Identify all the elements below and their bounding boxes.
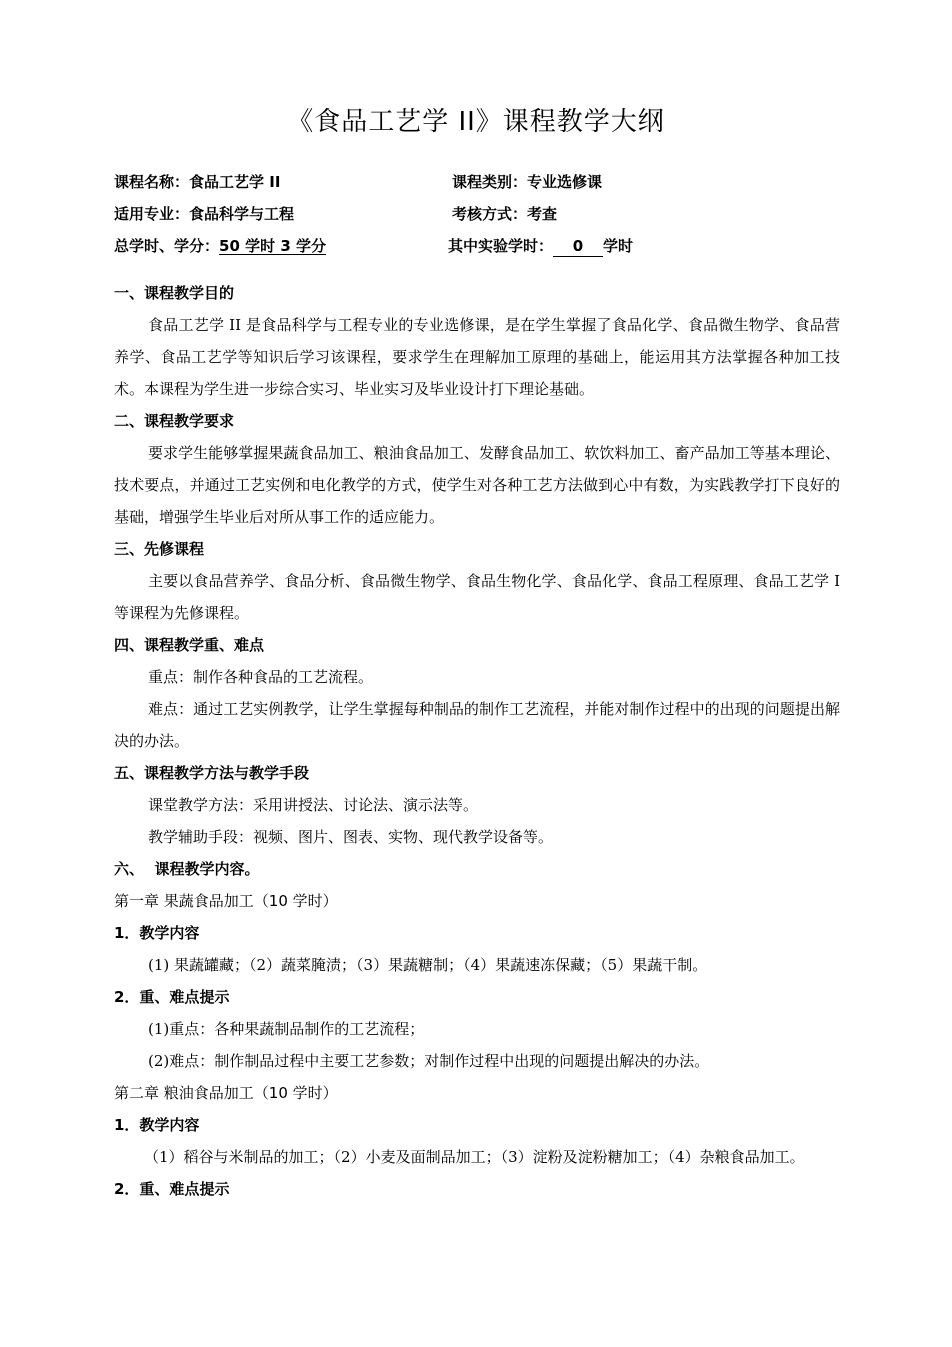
course-name-label: 课程名称： xyxy=(114,173,190,191)
chapter-title: 第一章 果蔬食品加工（10 学时） xyxy=(114,892,338,910)
meta-row-1 xyxy=(114,169,854,195)
chapter-title: 第二章 粮油食品加工（10 学时） xyxy=(114,1084,338,1102)
major-label: 适用专业： xyxy=(114,205,190,223)
lab-hours xyxy=(448,233,633,259)
subsection-heading: 2．重、难点提示 xyxy=(114,1180,230,1198)
subsection-heading: 2．重、难点提示 xyxy=(114,988,230,1006)
lab-hours-value: 0 xyxy=(553,236,603,257)
chapter-key-point: (1)重点：各种果蔬制品制作的工艺流程； xyxy=(148,1020,425,1038)
course-name-value: 食品工艺学 II xyxy=(189,173,281,191)
course-type xyxy=(452,169,602,195)
course-type-label: 课程类别： xyxy=(452,173,528,191)
section-paragraph: 主要以食品营养学、食品分析、食品微生物学、食品生物化学、食品化学、食品工程原理、食品工艺学 I 等课程为先修课程。 xyxy=(114,572,840,622)
subsection-heading: 1．教学内容 xyxy=(114,924,200,942)
document-body xyxy=(114,277,840,1205)
lab-hours-unit: 学时 xyxy=(603,237,634,255)
document-title: 《食品工艺学 II》课程教学大纲 xyxy=(287,107,665,137)
section-heading: 一、课程教学目的 xyxy=(114,284,235,302)
assessment-label: 考核方式： xyxy=(452,205,528,223)
section-paragraph: 要求学生能够掌握果蔬食品加工、粮油食品加工、发酵食品加工、软饮料加工、畜产品加工等基本理论、技术要点，并通过工艺实例和电化教学的方式，使学生对各种工艺方法做到心中有数，为实践教学打下良好的基础，增强学生毕业后对所从事工作的适应能力。 xyxy=(114,444,840,526)
hours xyxy=(114,233,326,259)
difficult-point: 难点：通过工艺实例教学，让学生掌握每种制品的制作工艺流程，并能对制作过程中的出现的问题提出解决的办法。 xyxy=(114,700,840,750)
key-point: 重点：制作各种食品的工艺流程。 xyxy=(148,668,374,686)
section-heading: 二、课程教学要求 xyxy=(114,412,235,430)
chapter-content: (1) 果蔬罐藏；（2）蔬菜腌渍；（3）果蔬糖制；（4）果蔬速冻保藏；（5）果蔬干制。 xyxy=(148,956,708,974)
hours-value: 50 学时 3 学分 xyxy=(219,237,326,255)
hours-label: 总学时、学分： xyxy=(114,237,220,255)
section-heading: 四、课程教学重、难点 xyxy=(114,636,265,654)
section-heading: 三、先修课程 xyxy=(114,540,205,558)
major xyxy=(114,201,294,227)
section-paragraph: 食品工艺学 II 是食品科学与工程专业的专业选修课，是在学生掌握了食品化学、食品微生物学、食品营养学、食品工艺学等知识后学习该课程，要求学生在理解加工原理的基础上，能运用其方法掌握各种加工技术。本课程为学生进一步综合实习、毕业实习及毕业设计打下理论基础。 xyxy=(114,316,840,398)
meta-row-3 xyxy=(114,233,854,259)
assessment-value: 考查 xyxy=(527,205,558,223)
assessment xyxy=(452,201,557,227)
meta-row-2 xyxy=(114,201,854,227)
subsection-heading: 1．教学内容 xyxy=(114,1116,200,1134)
section-heading: 五、课程教学方法与教学手段 xyxy=(114,764,310,782)
chapter-content: （1）稻谷与米制品的加工；（2）小麦及面制品加工；（3）淀粉及淀粉糖加工；（4）杂粮食品加工。 xyxy=(144,1148,805,1166)
course-type-value: 专业选修课 xyxy=(527,173,603,191)
course-name xyxy=(114,169,280,195)
teaching-aids: 教学辅助手段：视频、图片、图表、实物、现代教学设备等。 xyxy=(148,828,554,846)
lab-hours-label: 其中实验学时： xyxy=(448,237,554,255)
section-heading: 六、 课程教学内容。 xyxy=(114,860,260,878)
major-value: 食品科学与工程 xyxy=(189,205,295,223)
teaching-method: 课堂教学方法：采用讲授法、讨论法、演示法等。 xyxy=(148,796,479,814)
chapter-difficult-point: (2)难点：制作制品过程中主要工艺参数；对制作过程中出现的问题提出解决的办法。 xyxy=(148,1052,710,1070)
